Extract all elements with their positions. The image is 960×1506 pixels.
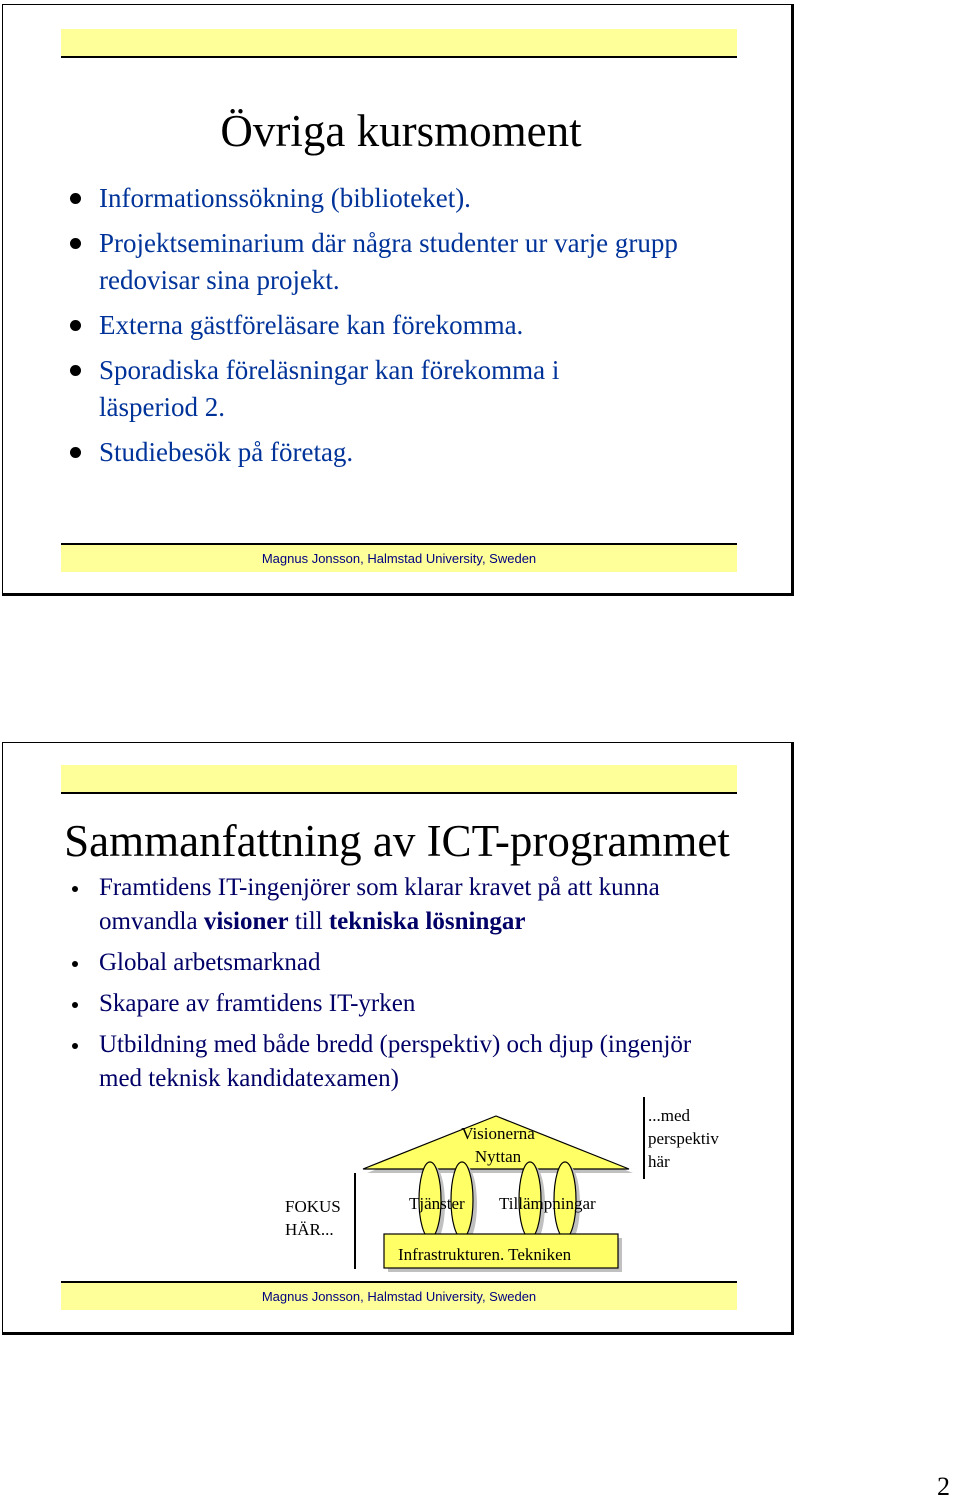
bullet-item: Utbildning med både bredd (perspektiv) och djup (ingenjör med teknisk kandidatexamen) (3, 1028, 699, 1096)
bullet-item: Studiebesök på företag. (3, 434, 659, 471)
slide-title: Sammanfattning av ICT-programmet (64, 816, 730, 866)
footer-bar (61, 1281, 737, 1310)
bullet-item: Informationssökning (biblioteket). (3, 180, 659, 217)
page-number: 2 (937, 1472, 950, 1501)
bullet-item: Skapare av framtidens IT-yrken (3, 987, 791, 1021)
bold-visioner: visioner (203, 908, 289, 935)
bullet-item: Externa gästföreläsare kan förekomma. (3, 307, 699, 344)
focus-label: FOKUS HÄR... (285, 1197, 341, 1239)
footer-text: Magnus Jonsson, Halmstad University, Sweden (261, 551, 537, 566)
header-bar (61, 29, 737, 58)
bullet-item: Global arbetsmarknad (3, 946, 791, 980)
bullet-list (3, 180, 791, 479)
slide-2 (2, 742, 794, 1335)
bullet-text: till (288, 908, 329, 935)
pillar-label-right: Tillämpningar (499, 1194, 596, 1213)
bold-tekniska-losningar: tekniska lösningar (328, 908, 526, 935)
footer-text: Magnus Jonsson, Halmstad University, Sweden (261, 1289, 537, 1304)
slide-1 (2, 4, 794, 596)
footer-bar (61, 543, 737, 572)
perspective-label: ...med perspektiv här (648, 1106, 719, 1171)
base-label: Infrastrukturen. Tekniken (398, 1245, 572, 1264)
bullet-item: Projektseminarium där några studenter ur varje grupp redovisar sina projekt. (3, 225, 699, 299)
bullet-item: Sporadiska föreläsningar kan förekomma i läsperiod 2. (3, 352, 639, 426)
temple-diagram (3, 743, 791, 1332)
slide-title: Övriga kursmoment (220, 106, 582, 156)
pillar-label-left: Tjänster (409, 1194, 465, 1213)
bullet-text: Framtidens IT-ingenjörer som klarar kravet på att kunna omvandla (99, 874, 660, 935)
roof-label: Visionerna Nyttan (461, 1124, 535, 1166)
